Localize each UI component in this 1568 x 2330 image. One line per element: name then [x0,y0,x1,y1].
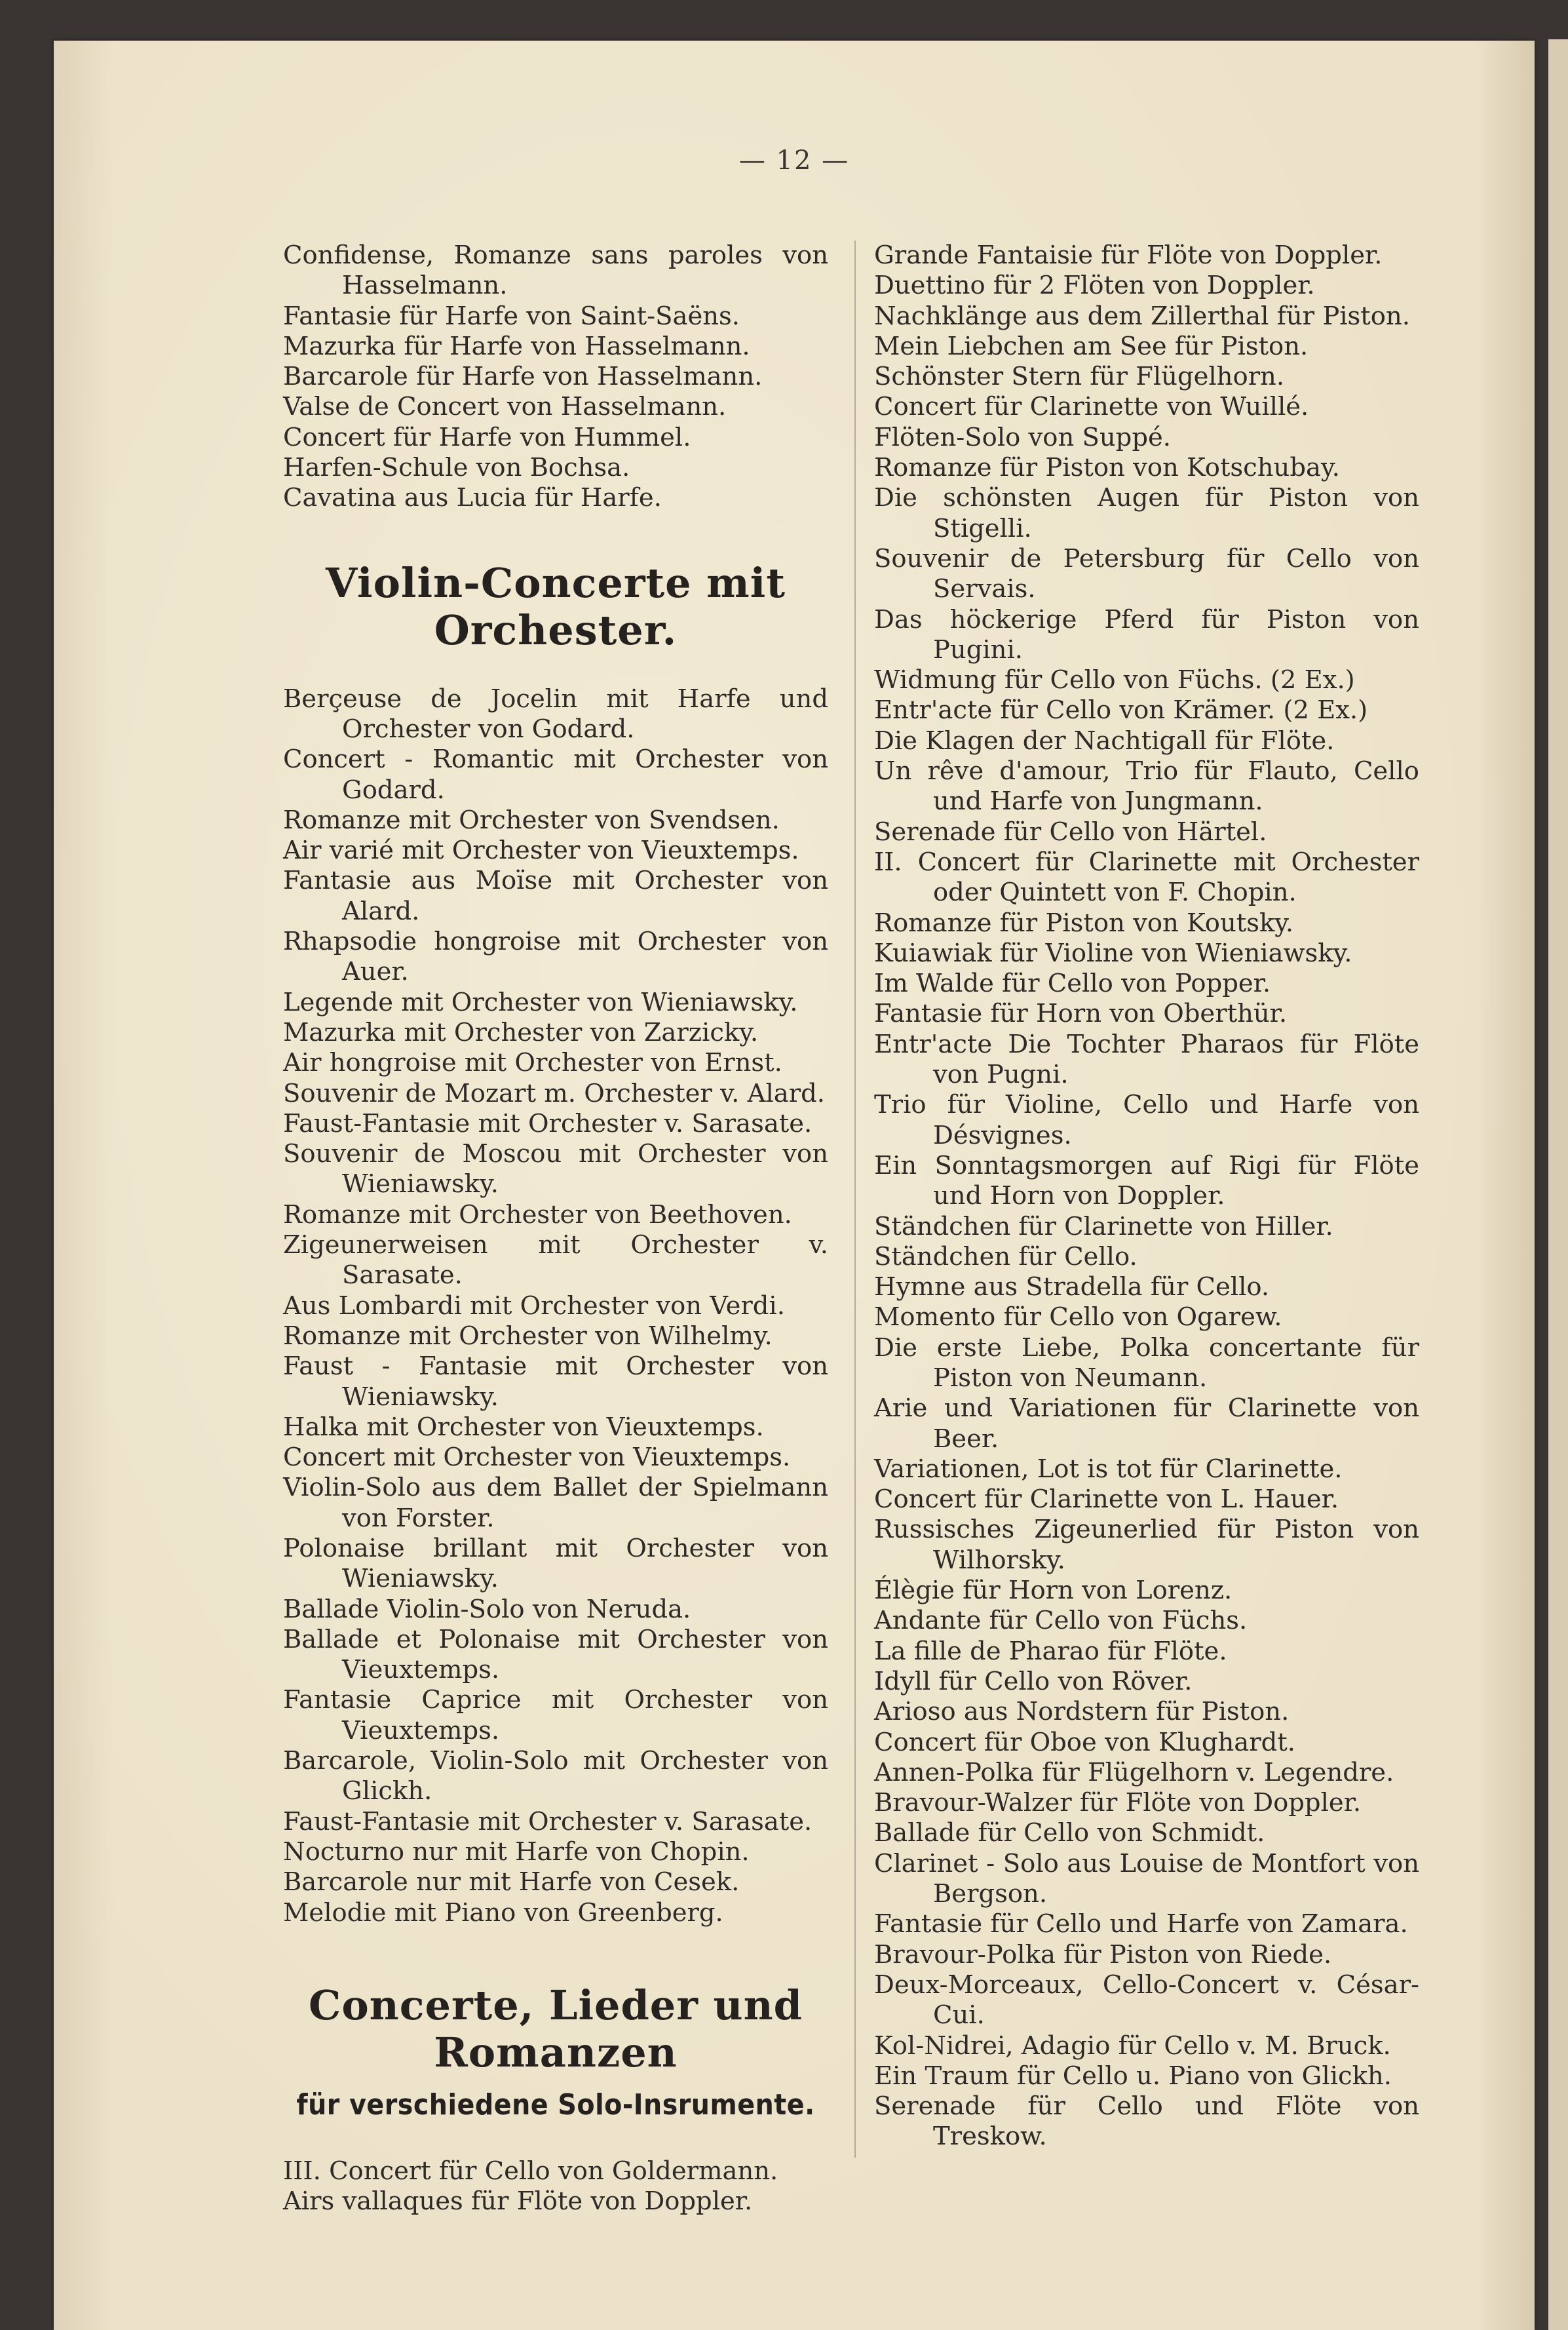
catalog-entry: Concert für Clarinette von L. Hauer. [874,1485,1339,1515]
catalog-entry: Ein Traum für Cello u. Piano von Glickh. [874,2061,1392,2091]
catalog-entry: Die Klagen der Nachtigall für Flöte. [874,726,1335,756]
catalog-entry: Ballade et Polonaise mit Orchester von Vieuxtemps. [283,1624,828,1685]
catalog-entry: Rhapsodie hongroise mit Orchester von Auer. [283,927,828,987]
catalog-entry: Fantasie Caprice mit Orchester von Vieuxtemps. [283,1685,828,1745]
catalog-entry: Widmung für Cello von Füchs. (2 Ex.) [874,665,1355,695]
catalog-entry: Aus Lombardi mit Orchester von Verdi. [283,1291,785,1321]
catalog-entry: II. Concert für Clarinette mit Orchester oder Quintett von F. Chopin. [874,847,1419,908]
violin-concerts-list [283,684,828,1928]
catalog-entry: Barcarole für Harfe von Hasselmann. [283,362,763,392]
catalog-page [54,41,1535,2330]
catalog-entry: Halka mit Orchester von Vieuxtemps. [283,1412,764,1442]
next-page-edge [1548,39,1568,2330]
section-heading-violin-concerts: Violin-Concerte mit Orchester. [326,558,786,654]
catalog-entry: Souvenir de Moscou mit Orchester von Wieniawsky. [283,1139,828,1199]
left-column [283,241,828,2217]
catalog-entry: Hymne aus Stradella für Cello. [874,1272,1270,1302]
catalog-entry: Air varié mit Orchester von Vieuxtemps. [283,836,799,866]
catalog-entry: Andante für Cello von Füchs. [874,1606,1248,1636]
catalog-entry: Die erste Liebe, Polka concertante für Piston von Neumann. [874,1332,1419,1393]
catalog-entry: Bravour-Walzer für Flöte von Doppler. [874,1788,1362,1818]
catalog-entry: Barcarole, Violin-Solo mit Orchester von Glickh. [283,1746,828,1806]
column-divider [854,241,856,2158]
catalog-entry: Arioso aus Nordstern für Piston. [874,1697,1290,1727]
catalog-entry: Deux-Morceaux, Cello-Concert v. César-Cui. [874,1970,1419,2030]
catalog-entry: Ein Sonntagsmorgen auf Rigi für Flöte und Horn von Doppler. [874,1150,1419,1211]
catalog-entry: Fantasie aus Moïse mit Orchester von Alard. [283,866,828,926]
solo-works-list [283,2156,828,2217]
catalog-entry: Serenade für Cello und Flöte von Treskow. [874,2091,1419,2152]
catalog-entry: Melodie mit Piano von Greenberg. [283,1897,723,1928]
section-heading-concerts-songs: Concerte, Lieder und Romanzen [308,1981,803,2076]
catalog-entry: Die schönsten Augen für Piston von Stigelli. [874,483,1419,543]
catalog-entry: Variationen, Lot is tot für Clarinette. [874,1454,1343,1484]
catalog-entry: Legende mit Orchester von Wieniawsky. [283,987,798,1017]
catalog-entry: Élègie für Horn von Lorenz. [874,1576,1233,1606]
catalog-entry: Souvenir de Petersburg für Cello von Servais. [874,543,1419,604]
catalog-entry: Faust-Fantasie mit Orchester v. Sarasate. [283,1806,813,1836]
catalog-entry: Airs vallaques für Flöte von Doppler. [283,2186,753,2217]
catalog-entry: Faust-Fantasie mit Orchester v. Sarasate. [283,1108,813,1138]
catalog-entry: Grande Fantaisie für Flöte von Doppler. [874,241,1383,270]
catalog-entry: Entr'acte Die Tochter Pharaos für Flöte von Pugni. [874,1029,1419,1090]
catalog-entry: Air hongroise mit Orchester von Ernst. [283,1048,782,1078]
catalog-entry: Harfen-Schule von Bochsa. [283,453,630,483]
catalog-entry: Kuiawiak für Violine von Wieniawsky. [874,938,1352,968]
catalog-entry: Polonaise brillant mit Orchester von Wieniawsky. [283,1533,828,1594]
catalog-entry: Ballade Violin-Solo von Neruda. [283,1594,691,1624]
catalog-entry: Cavatina aus Lucia für Harfe. [283,483,662,513]
catalog-entry: Bravour-Polka für Piston von Riede. [874,1939,1332,1970]
catalog-entry: Mein Liebchen am See für Piston. [874,331,1309,361]
catalog-entry: Schönster Stern für Flügelhorn. [874,362,1285,392]
catalog-entry: Trio für Violine, Cello und Harfe von Désvignes. [874,1090,1419,1150]
catalog-entry: Romanze mit Orchester von Wilhelmy. [283,1321,773,1351]
catalog-entry: Ständchen für Cello. [874,1241,1138,1272]
catalog-entry: Idyll für Cello von Röver. [874,1666,1193,1696]
catalog-entry: Concert für Clarinette von Wuillé. [874,392,1309,422]
catalog-entry: Ballade für Cello von Schmidt. [874,1818,1265,1848]
catalog-entry: Clarinet - Solo aus Louise de Montfort von Bergson. [874,1848,1419,1909]
catalog-entry: La fille de Pharao für Flöte. [874,1636,1227,1666]
catalog-entry: Mazurka für Harfe von Hasselmann. [283,331,750,361]
catalog-entry: Confidense, Romanze sans paroles von Hasselmann. [283,241,828,301]
catalog-entry: Fantasie für Cello und Harfe von Zamara. [874,1909,1408,1939]
catalog-entry: Mazurka mit Orchester von Zarzicky. [283,1017,759,1047]
catalog-entry: Concert für Oboe von Klughardt. [874,1727,1295,1757]
catalog-entry: Flöten-Solo von Suppé. [874,422,1171,452]
catalog-entry: Valse de Concert von Hasselmann. [283,392,727,422]
catalog-entry: Im Walde für Cello von Popper. [874,969,1271,999]
catalog-entry: Arie und Variationen für Clarinette von Beer. [874,1393,1419,1454]
catalog-entry: Souvenir de Mozart m. Orchester v. Alard. [283,1078,826,1108]
right-column [874,241,1419,2152]
catalog-entry: Nachklänge aus dem Zillerthal für Piston. [874,301,1410,331]
page-number: — 12 — [738,146,850,176]
catalog-entry: Romanze mit Orchester von Beethoven. [283,1199,792,1230]
catalog-entry: Barcarole nur mit Harfe von Cesek. [283,1867,740,1897]
catalog-entry: Serenade für Cello von Härtel. [874,817,1267,847]
catalog-entry: Violin-Solo aus dem Ballet der Spielmann von Forster. [283,1473,828,1533]
catalog-entry: Un rêve d'amour, Trio für Flauto, Cello und Harfe von Jungmann. [874,756,1419,817]
catalog-entry: Romanze mit Orchester von Svendsen. [283,805,780,835]
catalog-entry: Momento für Cello von Ogarew. [874,1302,1282,1332]
catalog-entry: Concert - Romantic mit Orchester von Godard. [283,745,828,805]
catalog-entry: Nocturno nur mit Harfe von Chopin. [283,1836,750,1867]
catalog-entry: Entr'acte für Cello von Krämer. (2 Ex.) [874,695,1368,726]
catalog-entry: Kol-Nidrei, Adagio für Cello v. M. Bruck. [874,2030,1391,2061]
catalog-entry: Concert für Harfe von Hummel. [283,422,691,452]
catalog-entry: Berçeuse de Jocelin mit Harfe und Orchester von Godard. [283,684,828,744]
catalog-entry: Ständchen für Clarinette von Hiller. [874,1211,1333,1241]
catalog-entry: Das höckerige Pferd für Piston von Pugini. [874,604,1419,665]
catalog-entry: III. Concert für Cello von Goldermann. [283,2156,778,2186]
catalog-entry: Zigeunerweisen mit Orchester v. Sarasate. [283,1230,828,1291]
catalog-entry: Fantasie für Harfe von Saint-Saëns. [283,301,740,331]
catalog-entry: Romanze für Piston von Koutsky. [874,908,1294,938]
catalog-entry: Faust - Fantasie mit Orchester von Wieniawsky. [283,1351,828,1412]
section-subheading-solo-instruments: für verschiedene Solo-Insrumente. [296,2087,815,2122]
catalog-entry: Duettino für 2 Flöten von Doppler. [874,271,1315,301]
catalog-entry: Romanze für Piston von Kotschubay. [874,453,1340,483]
catalog-entry: Concert mit Orchester von Vieuxtemps. [283,1443,791,1473]
catalog-entry: Fantasie für Horn von Oberthür. [874,999,1288,1029]
catalog-entry: Russisches Zigeunerlied für Piston von Wilhorsky. [874,1515,1419,1575]
harp-works-list [283,241,828,514]
catalog-entry: Annen-Polka für Flügelhorn v. Legendre. [874,1757,1394,1787]
